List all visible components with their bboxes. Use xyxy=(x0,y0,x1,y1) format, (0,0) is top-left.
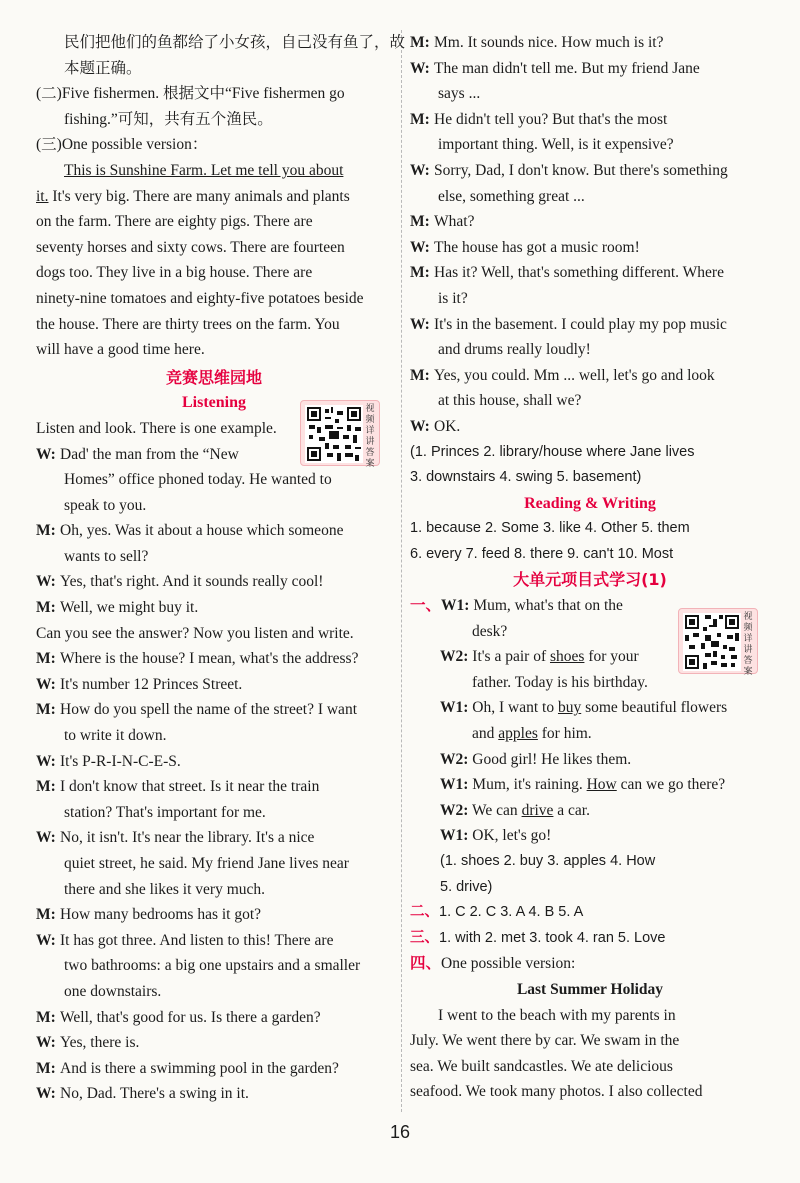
dialogue-line: says ... xyxy=(438,85,481,103)
speaker: W: xyxy=(36,829,56,847)
text-line: (二)Five fishermen. 根据文中“Five fishermen go xyxy=(36,85,345,103)
speaker: M: xyxy=(36,522,56,540)
answer-word: shoes xyxy=(549,648,585,666)
speaker: W: xyxy=(410,238,430,256)
essay-line: July. We went there by car. We swam in the xyxy=(410,1032,680,1050)
dialogue-turn: W: Sorry, Dad, I don't know. But there's something xyxy=(410,158,770,184)
essay-line: on the farm. There are eighty pigs. There are xyxy=(36,213,313,231)
answer-line: 二、1. C 2. C 3. A 4. B 5. A xyxy=(410,904,584,921)
answer-line: 3. downstairs 4. swing 5. basement) xyxy=(410,469,642,486)
speaker: W: xyxy=(410,59,430,77)
speaker: W: xyxy=(36,752,56,770)
dialogue-turn: W: OK. xyxy=(410,414,770,440)
speaker: W: xyxy=(410,315,430,333)
speaker: M: xyxy=(36,1059,56,1077)
qr-label: 视频详讲答案 xyxy=(365,404,375,469)
dialogue-turn: M: He didn't tell you? But that's the most xyxy=(410,107,770,133)
speaker: M: xyxy=(36,778,56,796)
dialogue-line: else, something great ... xyxy=(438,187,585,205)
essay-line: I went to the beach with my parents in xyxy=(438,1006,676,1024)
answer-line: 5. drive) xyxy=(440,878,493,895)
qr-code-badge[interactable] xyxy=(300,400,380,469)
dialogue-line: one downstairs. xyxy=(64,982,162,1000)
column-divider xyxy=(401,30,402,1112)
dialogue-turn: W1: Mum, it's raining. How can we go there? xyxy=(440,776,726,794)
dialogue-line: wants to sell? xyxy=(64,547,149,565)
speaker: W1: xyxy=(440,776,469,794)
dialogue-line: quiet street, he said. My friend Jane lives near xyxy=(64,855,349,872)
dialogue-line: two bathrooms: a big one upstairs and a smaller xyxy=(64,957,361,975)
speaker: W: xyxy=(410,417,430,435)
part-marker: 一、 xyxy=(410,597,442,615)
dialogue-line: desk? xyxy=(472,622,508,640)
dialogue-turn: W2: Good girl! He likes them. xyxy=(440,750,632,768)
dialogue-turn: M: Mm. It sounds nice. How much is it? xyxy=(410,30,770,56)
reading-writing-title: Reading & Writing xyxy=(524,494,656,512)
dialogue-line: and apples for him. xyxy=(472,725,592,743)
part-marker: 二、 xyxy=(410,904,439,921)
project-title: 大单元项目式学习(1) xyxy=(513,570,667,590)
dialogue-line: and drums really loudly! xyxy=(438,341,591,359)
mid-line: Can you see the answer? Now you listen and write. xyxy=(36,624,354,642)
dialogue-line: Homes” office phoned today. He wanted to xyxy=(64,471,332,489)
speaker: M: xyxy=(36,701,56,719)
speaker: W1: xyxy=(440,699,469,717)
dialogue-turn: W: No, it isn't. It's near the library. It's a nice xyxy=(36,825,392,851)
dialogue-turn: W2: We can drive a car. xyxy=(440,801,590,819)
dialogue-turn: M: How do you spell the name of the street? I want xyxy=(36,697,392,723)
speaker: M: xyxy=(36,906,56,924)
qr-code-icon xyxy=(683,613,741,671)
essay-line: seventy horses and sixty cows. There are fourteen xyxy=(36,238,345,256)
essay-line: seafood. We took many photos. I also collected xyxy=(410,1083,703,1101)
dialogue-turn: M: I don't know that street. Is it near the train xyxy=(36,774,392,800)
part-marker: 四、 xyxy=(410,955,442,973)
dialogue-turn: W: The house has got a music room! xyxy=(410,235,770,261)
essay-line: dogs too. They live in a big house. There are xyxy=(36,264,313,282)
answer-line: 6. every 7. feed 8. there 9. can't 10. Most xyxy=(410,545,674,562)
essay-title: Last Summer Holiday xyxy=(516,980,664,998)
dialogue-turn: M: How many bedrooms has it got? xyxy=(36,902,392,928)
speaker: M: xyxy=(410,110,430,128)
essay-line: it. It's very big. There are many animals and plants xyxy=(36,187,350,205)
answer-word: buy xyxy=(557,699,582,717)
dialogue-line: is it? xyxy=(438,289,468,307)
right-column xyxy=(410,30,770,1105)
dialogue-turn: 一、W1: Mum, what's that on the xyxy=(410,597,623,615)
text-line: 民们把他们的鱼都给了小女孩，自己没有鱼了，故 xyxy=(64,34,406,51)
dialogue-turn: W: It's in the basement. I could play my pop music xyxy=(410,312,770,338)
dialogue-turn: M: What? xyxy=(410,209,770,235)
speaker: W2: xyxy=(440,750,469,768)
dialogue-turn: M: Well, we might buy it. xyxy=(36,595,392,621)
essay-line xyxy=(36,158,392,184)
answer-line: 四、One possible version: xyxy=(410,955,576,973)
dialogue-block xyxy=(410,30,770,440)
answer-word: How xyxy=(586,776,617,794)
speaker: W2: xyxy=(440,801,469,819)
dialogue-block xyxy=(36,646,392,1107)
dialogue-turn: W: It's number 12 Princes Street. xyxy=(36,672,392,698)
dialogue-turn: M: Well, that's good for us. Is there a garden? xyxy=(36,1005,392,1031)
text-line: (三)One possible version： xyxy=(36,136,208,154)
speaker: W: xyxy=(410,161,430,179)
speaker: W: xyxy=(36,931,56,949)
underlined-sentence: This is Sunshine Farm. Let me tell you about xyxy=(64,161,344,179)
essay-line: will have a good time here. xyxy=(36,341,205,359)
dialogue-block xyxy=(36,442,392,621)
left-column xyxy=(36,30,406,1107)
dialogue-line: important thing. Well, is it expensive? xyxy=(438,136,674,154)
text-line: 本题正确。 xyxy=(64,59,142,77)
dialogue-line: there and she likes it very much. xyxy=(64,880,266,898)
speaker: W: xyxy=(36,573,56,591)
speaker: W: xyxy=(36,1034,56,1052)
dialogue-line: speak to you. xyxy=(64,496,147,514)
dialogue-turn: W1: OK, let's go! xyxy=(440,827,552,845)
dialogue-turn: W: The man didn't tell me. But my friend Jane xyxy=(410,56,770,82)
dialogue-turn: M: Oh, yes. Was it about a house which someone xyxy=(36,518,392,544)
essay-line: sea. We built sandcastles. We ate delicious xyxy=(410,1057,673,1075)
dialogue-turn: W: Yes, that's right. And it sounds really cool! xyxy=(36,569,392,595)
answer-line: 三、1. with 2. met 3. took 4. ran 5. Love xyxy=(410,929,666,946)
essay-line: the house. There are thirty trees on the farm. You xyxy=(36,315,340,333)
speaker: M: xyxy=(410,366,430,384)
dialogue-turn: W: It has got three. And listen to this! There are xyxy=(36,928,392,954)
answer-line: (1. shoes 2. buy 3. apples 4. How xyxy=(440,853,656,869)
speaker: M: xyxy=(36,1008,56,1026)
qr-code-badge[interactable] xyxy=(678,608,758,677)
dialogue-turn: W: Yes, there is. xyxy=(36,1030,392,1056)
dialogue-turn: W: Dad' the man from the “New xyxy=(36,442,392,468)
dialogue-line: to write it down. xyxy=(64,727,167,745)
dialogue-turn: W: No, Dad. There's a swing in it. xyxy=(36,1081,392,1107)
essay-line: ninety-nine tomatoes and eighty-five potatoes beside xyxy=(36,289,364,307)
speaker: M: xyxy=(36,650,56,668)
underlined-sentence: it. xyxy=(36,187,49,205)
dialogue-line: at this house, shall we? xyxy=(438,392,582,410)
dialogue-turn: M: Has it? Well, that's something different. Where xyxy=(410,260,770,286)
dialogue-turn: W1: Oh, I want to buy some beautiful flowers xyxy=(440,699,728,717)
dialogue-turn: M: And is there a swimming pool in the garden? xyxy=(36,1056,392,1082)
section-title: 竞赛思维园地 xyxy=(165,367,262,387)
speaker: M: xyxy=(410,213,430,231)
qr-label: 视频详讲答案 xyxy=(743,612,753,677)
speaker: M: xyxy=(410,264,430,282)
answer-word: apples xyxy=(498,725,538,743)
speaker: W: xyxy=(36,445,56,463)
dialogue-turn: M: Yes, you could. Mm ... well, let's go and look xyxy=(410,363,770,389)
answer-line: (1. Princes 2. library/house where Jane lives xyxy=(410,443,695,460)
part-marker: 三、 xyxy=(410,929,439,946)
qr-code-icon xyxy=(305,405,363,463)
speaker: W1: xyxy=(441,597,470,615)
dialogue-turn: W2: It's a pair of shoes for your xyxy=(440,648,639,666)
answer-line: 1. because 2. Some 3. like 4. Other 5. them xyxy=(410,520,690,537)
dialogue-line: father. Today is his birthday. xyxy=(472,673,648,691)
speaker: M: xyxy=(410,34,430,51)
dialogue-turn: M: Where is the house? I mean, what's the address? xyxy=(36,646,392,672)
dialogue-line: station? That's important for me. xyxy=(64,803,266,821)
dialogue-turn: W: It's P-R-I-N-C-E-S. xyxy=(36,749,392,775)
speaker: W1: xyxy=(440,827,469,845)
text-line: fishing.”可知，共有五个渔民。 xyxy=(64,110,273,128)
answer-word: drive xyxy=(521,801,554,819)
speaker: M: xyxy=(36,599,56,617)
intro-line: Listen and look. There is one example. xyxy=(36,419,277,437)
speaker: W: xyxy=(36,1085,56,1103)
speaker: W2: xyxy=(440,648,469,666)
speaker: W: xyxy=(36,675,56,693)
page-number: 16 xyxy=(389,1122,411,1142)
listening-title: Listening xyxy=(181,394,246,412)
